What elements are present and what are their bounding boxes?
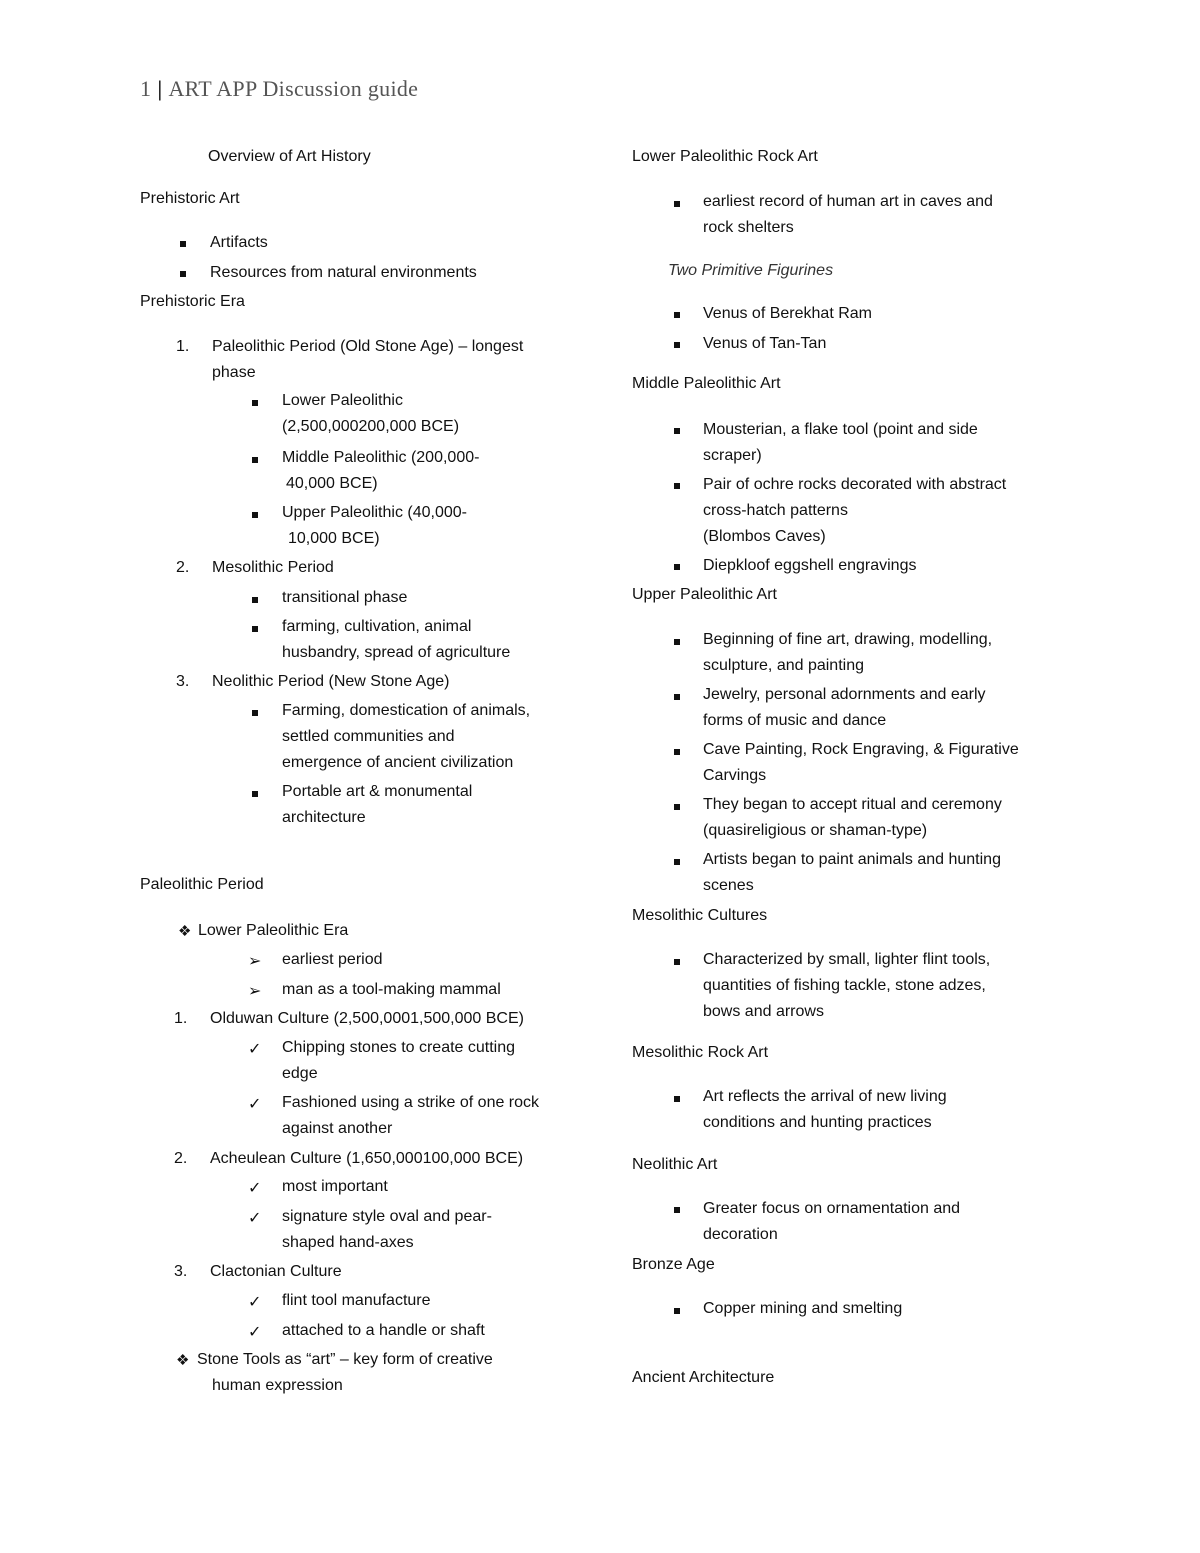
list-number: 3.: [176, 673, 190, 690]
heading-prehistoric-era: Prehistoric Era: [140, 293, 245, 310]
heading-paleolithic-period: Paleolithic Period: [140, 876, 264, 893]
list-item: forms of music and dance: [703, 712, 887, 729]
square-bullet: [674, 312, 680, 318]
list-item: Venus of Berekhat Ram: [703, 305, 872, 322]
list-number: 3.: [174, 1263, 188, 1280]
square-bullet: [252, 597, 258, 603]
check-item: edge: [282, 1065, 318, 1082]
heading-mesolithic-cultures: Mesolithic Cultures: [632, 907, 768, 924]
check-icon: ✓: [248, 1324, 262, 1341]
sub-item: Farming, domestication of animals,: [282, 702, 531, 719]
check-item: most important: [282, 1178, 388, 1195]
list-item: Carvings: [703, 767, 767, 784]
square-bullet: [674, 1308, 680, 1314]
list-number: 1.: [176, 338, 190, 355]
list-item: quantities of fishing tackle, stone adzes,: [703, 977, 986, 994]
sub-item: Middle Paleolithic (200,000-: [282, 449, 480, 466]
overview-title: Overview of Art History: [208, 148, 371, 165]
list-item: earliest record of human art in caves and: [703, 193, 993, 210]
culture-name: Clactonian Culture: [210, 1263, 342, 1280]
square-bullet: [674, 694, 680, 700]
list-item: Jewelry, personal adornments and early: [703, 686, 986, 703]
sub-item: 40,000 BCE): [286, 475, 378, 492]
square-bullet: [252, 512, 258, 518]
square-bullet: [674, 959, 680, 965]
sub-item: Lower Paleolithic: [282, 392, 403, 409]
sub-item: 10,000 BCE): [288, 530, 380, 547]
list-item: (quasireligious or shaman-type): [703, 822, 928, 839]
sub-item: Portable art & monumental: [282, 783, 473, 800]
check-item: against another: [282, 1120, 393, 1137]
list-item: rock shelters: [703, 219, 794, 236]
square-bullet: [674, 1207, 680, 1213]
square-bullet: [252, 400, 258, 406]
check-item: attached to a handle or shaft: [282, 1322, 485, 1339]
square-bullet: [252, 791, 258, 797]
square-bullet: [674, 564, 680, 570]
diamond-bullet-icon: ❖: [178, 923, 192, 940]
list-item: earliest period: [282, 951, 383, 968]
list-item: scenes: [703, 877, 754, 894]
check-item: shaped hand-axes: [282, 1234, 414, 1251]
sub-item: Upper Paleolithic (40,000-: [282, 504, 467, 521]
sub-item: husbandry, spread of agriculture: [282, 644, 511, 661]
arrow-bullet-icon: ➢: [248, 953, 262, 970]
list-item: Artists began to paint animals and hunting: [703, 851, 1001, 868]
list-item: Mousterian, a flake tool (point and side: [703, 421, 978, 438]
stone-tools-line: human expression: [212, 1377, 343, 1394]
square-bullet: [674, 342, 680, 348]
square-bullet: [180, 271, 186, 277]
square-bullet: [674, 859, 680, 865]
square-bullet: [180, 241, 186, 247]
list-item: man as a tool-making mammal: [282, 981, 501, 998]
square-bullet: [674, 804, 680, 810]
list-item: Cave Painting, Rock Engraving, & Figurative: [703, 741, 1019, 758]
culture-name: Olduwan Culture (2,500,0001,500,000 BCE): [210, 1010, 524, 1027]
sub-item: transitional phase: [282, 589, 408, 606]
list-item: They began to accept ritual and ceremony: [703, 796, 1002, 813]
list-item: sculpture, and painting: [703, 657, 864, 674]
list-item: Artifacts: [210, 234, 268, 251]
heading-ancient-architecture: Ancient Architecture: [632, 1369, 775, 1386]
list-item: decoration: [703, 1226, 778, 1243]
heading-middle-art: Middle Paleolithic Art: [632, 375, 781, 392]
list-item: cross-hatch patterns: [703, 502, 848, 519]
list-item: (Blombos Caves): [703, 528, 826, 545]
figurines-heading: Two Primitive Figurines: [668, 262, 834, 279]
heading-neolithic-art: Neolithic Art: [632, 1156, 718, 1173]
square-bullet: [674, 1096, 680, 1102]
document-title: ART APP Discussion guide: [168, 76, 419, 101]
list-number: 1.: [174, 1010, 188, 1027]
era-item: Lower Paleolithic Era: [198, 922, 349, 939]
arrow-bullet-icon: ➢: [248, 983, 262, 1000]
sub-item: farming, cultivation, animal: [282, 618, 472, 635]
sub-item: (2,500,000200,000 BCE): [282, 418, 460, 435]
list-item: Greater focus on ornamentation and: [703, 1200, 961, 1217]
list-item: Resources from natural environments: [210, 264, 477, 281]
check-item: flint tool manufacture: [282, 1292, 431, 1309]
culture-name: Acheulean Culture (1,650,000100,000 BCE): [210, 1150, 524, 1167]
check-icon: ✓: [248, 1096, 262, 1113]
period-line: Neolithic Period (New Stone Age): [212, 673, 450, 690]
square-bullet: [252, 710, 258, 716]
list-item: Characterized by small, lighter flint tools,: [703, 951, 991, 968]
period-line: Mesolithic Period: [212, 559, 334, 576]
heading-prehistoric-art: Prehistoric Art: [140, 190, 240, 207]
heading-mesolithic-rock-art: Mesolithic Rock Art: [632, 1044, 769, 1061]
check-item: signature style oval and pear-: [282, 1208, 492, 1225]
check-item: Fashioned using a strike of one rock: [282, 1094, 540, 1111]
list-item: Copper mining and smelting: [703, 1300, 903, 1317]
list-number: 2.: [176, 559, 190, 576]
check-icon: ✓: [248, 1180, 262, 1197]
page-number: 1: [140, 76, 152, 101]
list-item: Pair of ochre rocks decorated with abstract: [703, 476, 1007, 493]
sub-item: settled communities and: [282, 728, 455, 745]
heading-bronze-age: Bronze Age: [632, 1256, 715, 1273]
heading-lower-rock-art: Lower Paleolithic Rock Art: [632, 148, 818, 165]
list-item: conditions and hunting practices: [703, 1114, 932, 1131]
sub-item: architecture: [282, 809, 366, 826]
list-item: Beginning of fine art, drawing, modelling,: [703, 631, 993, 648]
check-icon: ✓: [248, 1294, 262, 1311]
square-bullet: [674, 428, 680, 434]
square-bullet: [674, 639, 680, 645]
square-bullet: [674, 749, 680, 755]
heading-upper-art: Upper Paleolithic Art: [632, 586, 777, 603]
list-item: Venus of Tan-Tan: [703, 335, 827, 352]
list-number: 2.: [174, 1150, 188, 1167]
period-line: phase: [212, 364, 256, 381]
diamond-bullet-icon: ❖: [176, 1352, 190, 1369]
check-icon: ✓: [248, 1210, 262, 1227]
square-bullet: [252, 626, 258, 632]
stone-tools-line: Stone Tools as “art” – key form of creative: [197, 1351, 493, 1368]
page-header: [140, 76, 418, 102]
check-icon: ✓: [248, 1041, 262, 1058]
sub-item: emergence of ancient civilization: [282, 754, 514, 771]
square-bullet: [252, 457, 258, 463]
header-separator: |: [157, 76, 163, 101]
list-item: Art reflects the arrival of new living: [703, 1088, 947, 1105]
square-bullet: [674, 483, 680, 489]
list-item: scraper): [703, 447, 762, 464]
period-line: Paleolithic Period (Old Stone Age) – longest: [212, 338, 524, 355]
square-bullet: [674, 201, 680, 207]
list-item: bows and arrows: [703, 1003, 824, 1020]
list-item: Diepkloof eggshell engravings: [703, 557, 917, 574]
check-item: Chipping stones to create cutting: [282, 1039, 516, 1056]
